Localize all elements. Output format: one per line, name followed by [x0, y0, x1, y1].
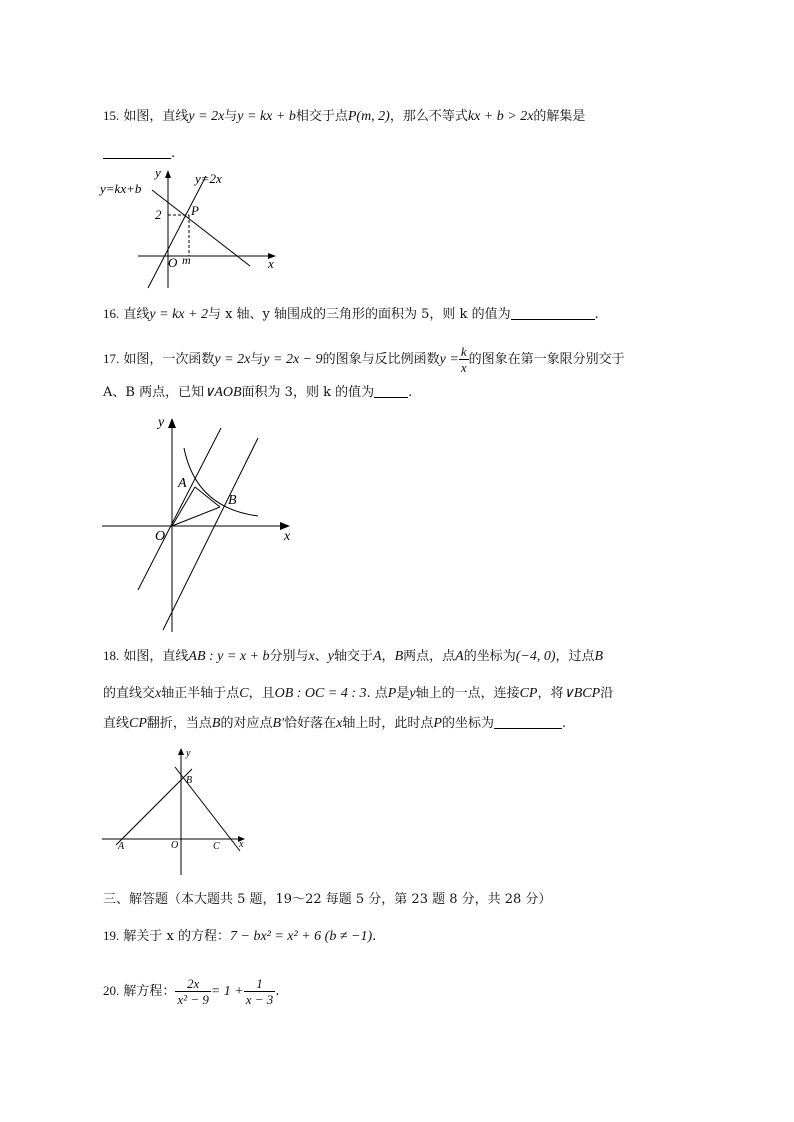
section-heading: 三、解答题（本大题共 5 题，19～22 每题 5 分，第 23 题 8 分，共 28 分）: [103, 892, 552, 907]
text: 的直线交: [103, 686, 156, 701]
text: 如图，直线: [123, 109, 189, 124]
label-2: 2: [155, 207, 162, 222]
label-m: m: [182, 253, 191, 267]
question-number: 20.: [103, 983, 120, 998]
end-mark: .: [171, 146, 176, 161]
ratio: OB : OC = 4 : 3: [274, 686, 367, 701]
text: 是: [396, 686, 410, 701]
question-16: [103, 304, 704, 325]
line-2x-9: [163, 438, 258, 630]
text: 两点，点: [403, 649, 456, 664]
y-axis-arrow: [178, 748, 184, 755]
numerator: 2x: [175, 976, 210, 992]
label-o: O: [168, 255, 178, 270]
text: 与 x 轴、y 轴围成的三角形的面积为 5，则 k 的值为: [207, 307, 511, 322]
question-20: [103, 976, 704, 1007]
end-mark: .: [561, 716, 567, 731]
text: 、: [314, 649, 328, 664]
denominator: x − 3: [245, 992, 274, 1007]
var: C: [239, 686, 249, 701]
question-18-line2: [103, 684, 704, 704]
text: A、B 两点，已知: [103, 385, 205, 400]
equals: = 1 +: [210, 984, 244, 999]
text: ，: [381, 649, 395, 664]
question-number: 18.: [103, 648, 120, 663]
hyperbola: [184, 448, 258, 516]
figure-15: [100, 165, 290, 292]
var: B: [594, 649, 604, 664]
text: 翻折，当点: [146, 716, 212, 731]
text: 的图象在第一象限分别交于: [468, 352, 625, 367]
equation: y = kx + b: [237, 109, 296, 124]
var: A: [455, 649, 464, 664]
text: 轴交于: [333, 649, 373, 664]
end-mark: .: [408, 385, 413, 400]
line-kx-b: [152, 190, 250, 266]
label-y: y: [155, 165, 161, 180]
var: y: [409, 686, 416, 701]
fraction: [175, 976, 210, 1007]
question-number: 19.: [103, 928, 120, 943]
var: P: [387, 686, 397, 701]
equation: y = 2x: [188, 109, 225, 124]
answer-blank[interactable]: [103, 144, 171, 159]
text: ，那么不等式: [389, 109, 468, 124]
answer-blank[interactable]: [511, 305, 595, 320]
fraction: [459, 344, 469, 375]
question-number: 16.: [103, 306, 120, 321]
text: 直线: [103, 716, 130, 731]
text: 轴上的一点，连接: [415, 686, 520, 701]
label-b: B: [228, 493, 237, 508]
question-19: [103, 926, 704, 947]
question-18-line3: [103, 714, 704, 734]
segment: CP: [129, 716, 147, 731]
y-axis-arrow: [168, 418, 176, 428]
equation: y = kx + 2: [149, 307, 208, 322]
question-15: [103, 106, 704, 127]
text: ，且: [248, 686, 275, 701]
label-p: P: [191, 203, 199, 218]
end-mark: .: [275, 984, 280, 999]
text: 的坐标为: [463, 649, 516, 664]
text: 解关于 x 的方程：: [123, 929, 230, 944]
y-axis-arrow: [165, 170, 171, 178]
segment: CP: [519, 686, 538, 701]
text: 的图象与反比例函数: [322, 352, 440, 367]
label-o: O: [171, 840, 179, 851]
var: x: [308, 649, 315, 664]
answer-blank[interactable]: [494, 714, 562, 729]
text: 面积为 3，则 k 的值为: [241, 385, 375, 400]
var: B′: [272, 716, 285, 731]
question-17-line2: [103, 383, 704, 403]
fraction: [244, 976, 276, 1007]
answer-blank[interactable]: [374, 383, 408, 398]
equation: y = 2x − 9: [263, 352, 323, 367]
text: 恰好落在: [284, 716, 337, 731]
triangle: ∨BCP: [563, 686, 601, 701]
point: P(m, 2): [347, 109, 390, 124]
var: y: [327, 649, 334, 664]
figure-18: [100, 745, 255, 877]
numerator: k: [460, 344, 467, 359]
equation: 7 − bx² = x² + 6 (b ≠ −1): [230, 929, 373, 944]
coordinate: (−4, 0): [515, 649, 556, 664]
label-2x: y=2x: [195, 171, 222, 186]
text: 与: [250, 352, 264, 367]
label-a: A: [178, 476, 187, 491]
figure-17: [100, 412, 300, 634]
text: ，过点: [555, 649, 595, 664]
var: B: [394, 649, 404, 664]
text: . 点: [366, 686, 388, 701]
text: 如图，直线: [123, 649, 189, 664]
numerator: 1: [244, 976, 276, 992]
segment-oa: [172, 487, 195, 526]
line-2x: [148, 176, 206, 288]
end-mark: .: [372, 929, 377, 944]
label-x: x: [284, 529, 291, 544]
equation: y =: [439, 352, 459, 367]
label-c: C: [213, 841, 220, 852]
label-y: y: [186, 748, 191, 759]
question-18: [103, 646, 704, 667]
text: 解方程：: [123, 984, 176, 999]
question-number: 15.: [103, 108, 120, 123]
text: 轴正半轴于点: [161, 686, 240, 701]
denominator: x: [460, 360, 467, 375]
label-b: B: [186, 775, 193, 786]
label-x: x: [268, 256, 274, 271]
question-17: [103, 344, 704, 375]
end-mark: .: [594, 307, 599, 322]
text: 的解集是: [533, 109, 586, 124]
text: 相交于点: [295, 109, 348, 124]
text: 的坐标为: [441, 716, 494, 731]
question-15-answer: [103, 144, 704, 164]
label-a: A: [118, 841, 125, 852]
label-o: O: [155, 529, 166, 544]
var: x: [155, 686, 162, 701]
line-2x: [138, 428, 221, 590]
equation: y = 2x: [214, 352, 251, 367]
var: P: [433, 716, 442, 731]
label-y: y: [158, 415, 165, 430]
question-number: 17.: [103, 351, 120, 366]
line-bc: [175, 767, 240, 851]
inequality: kx + b > 2x: [467, 109, 534, 124]
denominator: x² − 9: [177, 992, 209, 1007]
triangle: ∨AOB: [204, 385, 242, 400]
text: 如图，一次函数: [123, 352, 215, 367]
text: 沿: [600, 686, 614, 701]
text: 与: [224, 109, 238, 124]
var: B: [211, 716, 221, 731]
equation: AB : y = x + b: [188, 649, 270, 664]
text: ，将: [537, 686, 564, 701]
label-kx-b: y=kx+b: [100, 181, 142, 196]
var: x: [336, 716, 343, 731]
text: 轴上时，此时点: [342, 716, 434, 731]
text: 分别与: [269, 649, 309, 664]
text: 直线: [123, 307, 150, 322]
segment-ab: [195, 487, 220, 507]
label-x: x: [239, 839, 244, 850]
var: A: [372, 649, 382, 664]
text: 的对应点: [220, 716, 273, 731]
